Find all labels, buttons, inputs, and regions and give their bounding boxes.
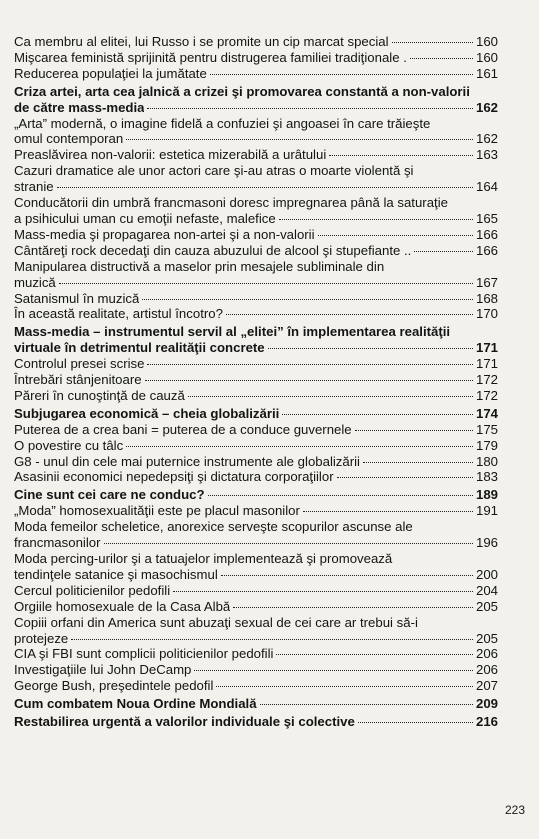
- dot-leader: [329, 155, 473, 156]
- toc-page-number: 174: [475, 405, 498, 421]
- dot-leader: [268, 348, 473, 349]
- toc-page-number: 206: [475, 646, 498, 662]
- toc-entry-line: [14, 503, 498, 519]
- toc-entry-line: [14, 372, 498, 388]
- dot-leader: [303, 511, 473, 512]
- toc-entry-title-line: Moda percing-urilor şi a tatuajelor implementează şi promovează: [14, 551, 393, 566]
- toc-entry: [14, 372, 498, 388]
- dot-leader: [355, 430, 473, 431]
- toc-entry-title: Mass-media şi propagarea non-artei şi a non-valorii: [14, 226, 315, 242]
- toc-entry-line: [14, 211, 498, 227]
- toc-entry: [14, 306, 498, 322]
- toc-page-number: 207: [475, 678, 498, 694]
- toc-page-number: 172: [475, 372, 498, 388]
- toc-entry-line: [14, 487, 498, 503]
- toc-entry-line: [14, 696, 498, 712]
- toc-section-entry: [14, 696, 498, 712]
- toc-entry-line: [14, 275, 498, 291]
- toc-entry-title: a psihicului uman cu emoţii nefaste, malefice: [14, 210, 276, 226]
- toc-page-number: 191: [475, 503, 498, 519]
- dot-leader: [147, 108, 473, 109]
- toc-entry-title: „Moda” homosexualităţii este pe placul masonilor: [14, 503, 300, 519]
- dot-leader: [363, 462, 473, 463]
- dot-leader: [57, 187, 473, 188]
- toc-entry: [14, 615, 498, 647]
- dot-leader: [226, 314, 473, 315]
- toc-entry-line: [14, 662, 498, 678]
- toc-entry: [14, 599, 498, 615]
- toc-entry: [14, 583, 498, 599]
- toc-page-number: 160: [475, 34, 498, 49]
- toc-entry-line: [14, 422, 498, 438]
- toc-entry-title: În această realitate, artistul încotro?: [14, 306, 223, 322]
- toc-page-number: 205: [475, 630, 498, 646]
- toc-page-number: 164: [475, 179, 498, 195]
- toc-entry-line: [14, 227, 498, 243]
- toc-entry-title: omul contemporan: [14, 131, 124, 147]
- toc-entry-title-line: Mass-media – instrumentul servil al „elitei” în implementarea realităţii: [14, 324, 451, 340]
- toc-entry: [14, 147, 498, 163]
- dot-leader: [142, 299, 473, 300]
- dot-leader: [104, 543, 473, 544]
- dot-leader: [126, 139, 473, 140]
- toc-entry-title-line: Criza artei, arta cea jalnică a crizei şi promovarea constantă a non-valorii: [14, 83, 470, 99]
- toc-page-number: 171: [475, 340, 498, 356]
- toc-entry: [14, 422, 498, 438]
- toc-entry-title: Restabilirea urgentă a valorilor individuale şi colective: [14, 714, 355, 730]
- toc-entry-line: [14, 291, 498, 307]
- toc-entry-title: Controlul presei scrise: [14, 356, 145, 372]
- dot-leader: [260, 704, 473, 705]
- toc-entry-line: [14, 131, 498, 147]
- toc-page-number: 168: [475, 290, 498, 306]
- toc-page-number: 216: [475, 714, 498, 730]
- toc-entry-title: Cântăreţi rock decedaţi din cauza abuzului de alcool şi stupefiante ..: [14, 242, 412, 258]
- toc-page-number: 170: [475, 306, 498, 322]
- toc-entry-title: Întrebări stânjenitoare: [14, 372, 142, 388]
- dot-leader: [318, 235, 473, 236]
- toc-page-number: 165: [475, 210, 498, 226]
- toc-entry-line: [14, 567, 498, 583]
- toc-entry: [14, 388, 498, 404]
- toc-page-number: 166: [475, 226, 498, 242]
- toc-entry-title-line: Manipularea distructivă a maselor prin mesajele subliminale din: [14, 258, 385, 274]
- toc-entry: [14, 469, 498, 485]
- toc-entry-line: [14, 243, 498, 259]
- dot-leader: [173, 591, 473, 592]
- toc-section-entry: [14, 487, 498, 503]
- toc-entry-line: [14, 406, 498, 422]
- toc-entry-title: Preaslăvirea non-valorii: estetica mizerabilă a urâtului: [14, 147, 327, 163]
- page-number: 223: [505, 803, 526, 817]
- toc-page-number: 205: [475, 598, 498, 614]
- toc-entry-line: [14, 147, 498, 163]
- toc-page-number: 172: [475, 387, 498, 403]
- toc-entry-line: [14, 714, 498, 730]
- toc-page-number: 171: [475, 356, 498, 372]
- toc-entry-line: [14, 306, 498, 322]
- toc-entry-line: [14, 469, 498, 485]
- dot-leader: [337, 477, 473, 478]
- dot-leader: [233, 607, 473, 608]
- dot-leader: [279, 219, 473, 220]
- dot-leader: [59, 283, 473, 284]
- dot-leader: [194, 670, 473, 671]
- toc-entry-line: [14, 388, 498, 404]
- toc-entry: [14, 503, 498, 519]
- toc-entry-line: [14, 50, 498, 66]
- dot-leader: [410, 58, 473, 59]
- toc-entry-line: [14, 66, 498, 82]
- toc-section-entry: [14, 84, 498, 116]
- toc-section-entry: [14, 324, 498, 356]
- dot-leader: [126, 446, 473, 447]
- toc-entry-line: [14, 34, 498, 50]
- toc-entry-line: [14, 356, 498, 372]
- toc-entry-title: Păreri în cunoştinţă de cauză: [14, 387, 185, 403]
- toc-entry-line: [14, 678, 498, 694]
- toc-entry: [14, 195, 498, 227]
- dot-leader: [414, 251, 473, 252]
- toc-page-number: 183: [475, 469, 498, 485]
- toc-entry-title: tendinţele satanice şi masochismul: [14, 566, 218, 582]
- toc-entry-title: francmasonilor: [14, 535, 101, 551]
- toc-entry-line: [14, 100, 498, 116]
- toc-entry-title: muzică: [14, 274, 56, 290]
- toc-entry-line: [14, 646, 498, 662]
- toc-entry: [14, 163, 498, 195]
- toc-entry-title: protejeze: [14, 630, 69, 646]
- toc-page-number: 162: [475, 99, 498, 115]
- toc-entry-title: George Bush, preşedintele pedofil: [14, 678, 214, 694]
- toc-entry-title: CIA şi FBI sunt complicii politicienilor pedofili: [14, 646, 274, 662]
- toc-entry-title: Mişcarea feministă sprijinită pentru distrugerea familiei tradiţionale .: [14, 49, 407, 65]
- toc-entry: [14, 519, 498, 551]
- toc-entry-line: [14, 454, 498, 470]
- dot-leader: [282, 414, 473, 415]
- toc-entry: [14, 243, 498, 259]
- toc-entry-title: Orgiile homosexuale de la Casa Albă: [14, 598, 231, 614]
- toc-page-number: 204: [475, 582, 498, 598]
- toc-entry: [14, 454, 498, 470]
- dot-leader: [210, 74, 473, 75]
- toc-entry-line: [14, 179, 498, 195]
- toc-page-number: 166: [475, 242, 498, 258]
- toc-entry: [14, 116, 498, 148]
- toc-entry: [14, 356, 498, 372]
- toc-entry-line: [14, 340, 498, 356]
- toc-entry-title: Subjugarea economică – cheia globalizării: [14, 405, 280, 421]
- dot-leader: [358, 722, 473, 723]
- toc-page-number: 163: [475, 147, 498, 163]
- toc-entry-title: de către mass-media: [14, 99, 145, 115]
- toc-page-number: 200: [475, 566, 498, 582]
- toc-entry-title-line: Conducătorii din umbră francmasoni doresc impregnarea până la saturaţie: [14, 195, 448, 211]
- toc-page-number: 161: [475, 65, 498, 81]
- toc-page-number: 196: [475, 535, 498, 551]
- toc-entry-title: G8 - unul din cele mai puternice instrumente ale globalizării: [14, 453, 360, 469]
- toc-entry: [14, 438, 498, 454]
- toc-entry-title: Puterea de a crea bani = puterea de a conduce guvernele: [14, 421, 352, 437]
- dot-leader: [71, 639, 473, 640]
- toc-entry-title-line: Moda femeilor scheletice, anorexice serveşte scopurilor ascunse ale: [14, 519, 413, 535]
- toc-section-entry: [14, 714, 498, 730]
- toc-entry-line: [14, 438, 498, 454]
- toc-section-entry: [14, 406, 498, 422]
- toc-entry-line: [14, 535, 498, 551]
- toc-entry-title: Asasinii economici nepedepsiţi şi dictatura corporaţiilor: [14, 469, 334, 485]
- toc-page-number: 189: [475, 487, 498, 503]
- toc-entry-title: Cine sunt cei care ne conduc?: [14, 487, 205, 503]
- dot-leader: [216, 686, 473, 687]
- toc-entry-title: Cercul politicienilor pedofili: [14, 582, 171, 598]
- toc-entry: [14, 291, 498, 307]
- toc-page-number: 179: [475, 437, 498, 453]
- toc-entry-title: stranie: [14, 179, 54, 195]
- toc-entry: [14, 678, 498, 694]
- toc-entry-title: Reducerea populaţiei la jumătate: [14, 65, 207, 81]
- toc-entry-line: [14, 631, 498, 647]
- toc-page-number: 209: [475, 696, 498, 712]
- toc-page-number: 167: [475, 274, 498, 290]
- toc-entry-title: Cum combatem Noua Ordine Mondială: [14, 696, 257, 712]
- toc-entry-title-line: Cazuri dramatice ale unor actori care şi-au atras o moarte violentă şi: [14, 163, 414, 179]
- toc-entry-line: [14, 583, 498, 599]
- toc-page-number: 206: [475, 662, 498, 678]
- toc-entry-title: Ca membru al elitei, lui Russo i se promite un cip marcat special: [14, 34, 389, 49]
- toc-entry: [14, 662, 498, 678]
- toc-entry-title: O povestire cu tâlc: [14, 437, 124, 453]
- dot-leader: [145, 380, 473, 381]
- dot-leader: [276, 654, 473, 655]
- toc-entry: [14, 646, 498, 662]
- toc-page-number: 175: [475, 421, 498, 437]
- dot-leader: [392, 42, 473, 43]
- toc-entry-title-line: Copiii orfani din America sunt abuzaţi sexual de cei care ar trebui să-i: [14, 614, 418, 630]
- toc-entry-title: virtuale în detrimentul realităţii concrete: [14, 340, 265, 356]
- table-of-contents: [14, 34, 498, 730]
- toc-entry: [14, 551, 498, 583]
- dot-leader: [208, 495, 473, 496]
- toc-entry: [14, 34, 498, 50]
- dot-leader: [147, 364, 473, 365]
- dot-leader: [221, 575, 473, 576]
- toc-entry: [14, 259, 498, 291]
- toc-page-number: 180: [475, 453, 498, 469]
- toc-page-number: 162: [475, 131, 498, 147]
- dot-leader: [188, 396, 473, 397]
- toc-entry: [14, 50, 498, 66]
- toc-entry: [14, 66, 498, 82]
- toc-page-number: 160: [475, 49, 498, 65]
- toc-entry-title: Satanismul în muzică: [14, 290, 140, 306]
- toc-entry-line: [14, 599, 498, 615]
- toc-entry-title-line: „Arta” modernă, o imagine fidelă a confuziei şi angoasei în care trăieşte: [14, 115, 431, 131]
- toc-entry: [14, 227, 498, 243]
- toc-entry-title: Investigaţiile lui John DeCamp: [14, 662, 192, 678]
